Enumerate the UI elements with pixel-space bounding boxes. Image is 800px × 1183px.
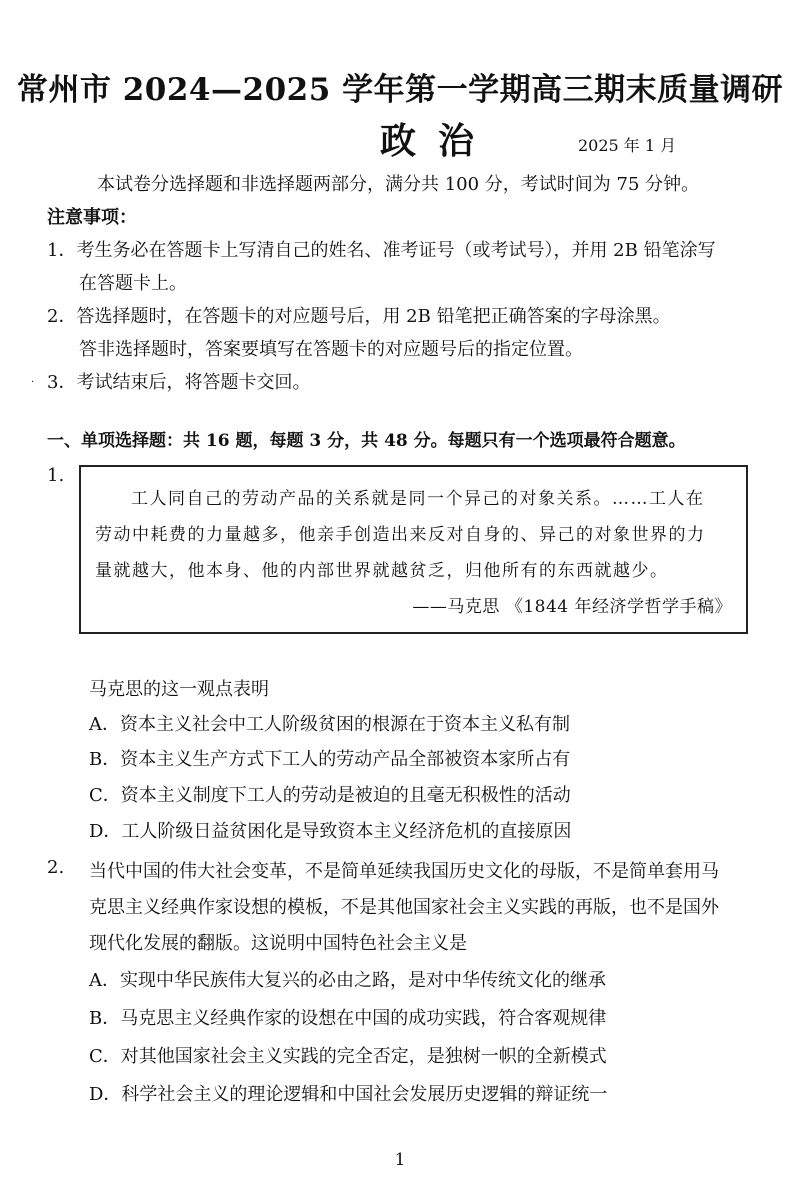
subject-title: 政治 — [380, 120, 497, 162]
option-c: C．资本主义制度下工人的劳动是被迫的且毫无积极性的活动 — [89, 785, 571, 806]
note-item: 答非选择题时，答案要填写在答题卡的对应题号后的指定位置。 — [79, 339, 583, 360]
option-d: D．科学社会主义的理论逻辑和中国社会发展历史逻辑的辩证统一 — [89, 1084, 608, 1105]
question-number: 2. — [47, 857, 65, 878]
option-a: A．实现中华民族伟大复兴的必由之路，是对中华传统文化的继承 — [89, 970, 606, 991]
quote-line: 劳动中耗费的力量越多，他亲手创造出来反对自身的、异己的对象世界的力 — [95, 525, 706, 545]
question-number: 1. — [47, 465, 65, 486]
exam-title: 常州市 2024—2025 学年第一学期高三期末质量调研 — [16, 72, 784, 108]
intro-text: 本试卷分选择题和非选择题两部分，满分共 100 分，考试时间为 75 分钟。 — [97, 174, 700, 195]
quote-source: ——马克思 《1844 年经济学哲学手稿》 — [412, 597, 732, 617]
note-item: 在答题卡上。 — [79, 273, 187, 294]
quote-box — [79, 465, 748, 634]
option-a: A．资本主义社会中工人阶级贫困的根源在于资本主义私有制 — [89, 714, 570, 735]
question-stem-line: 当代中国的伟大社会变革，不是简单延续我国历史文化的母版，不是简单套用马 — [89, 861, 719, 882]
option-c: C．对其他国家社会主义实践的完全否定，是独树一帜的全新模式 — [89, 1046, 607, 1067]
exam-date: 2025 年 1 月 — [578, 136, 677, 155]
page-number: 1 — [394, 1150, 406, 1170]
option-b: B．资本主义生产方式下工人的劳动产品全部被资本家所占有 — [89, 749, 571, 770]
note-item: 2．答选择题时，在答题卡的对应题号后，用 2B 铅笔把正确答案的字母涂黑。 — [47, 306, 671, 327]
option-d: D．工人阶级日益贫困化是导致资本主义经济危机的直接原因 — [89, 821, 572, 842]
question-stem-line: 克思主义经典作家设想的模板，不是其他国家社会主义实践的再版，也不是国外 — [89, 897, 719, 918]
question-stem-line: 现代化发展的翻版。这说明中国特色社会主义是 — [89, 933, 467, 954]
note-item: 3．考试结束后，将答题卡交回。 — [47, 372, 311, 393]
section-heading: 一、单项选择题：共 16 题，每题 3 分，共 48 分。每题只有一个选项最符合题意。 — [47, 431, 686, 451]
note-item: 1．考生务必在答题卡上写清自己的姓名、准考证号（或考试号），并用 2B 铅笔涂写 — [47, 240, 716, 261]
question-stem: 马克思的这一观点表明 — [89, 679, 269, 700]
notes-heading: 注意事项： — [47, 207, 137, 228]
quote-line: 量就越大，他本身、他的内部世界就越贫乏，归他所有的东西就越少。 — [95, 561, 669, 581]
quote-line: 工人同自己的劳动产品的关系就是同一个异己的对象关系。……工人在 — [131, 489, 705, 509]
option-b: B．马克思主义经典作家的设想在中国的成功实践，符合客观规律 — [89, 1008, 607, 1029]
scan-dot: · — [31, 377, 35, 388]
